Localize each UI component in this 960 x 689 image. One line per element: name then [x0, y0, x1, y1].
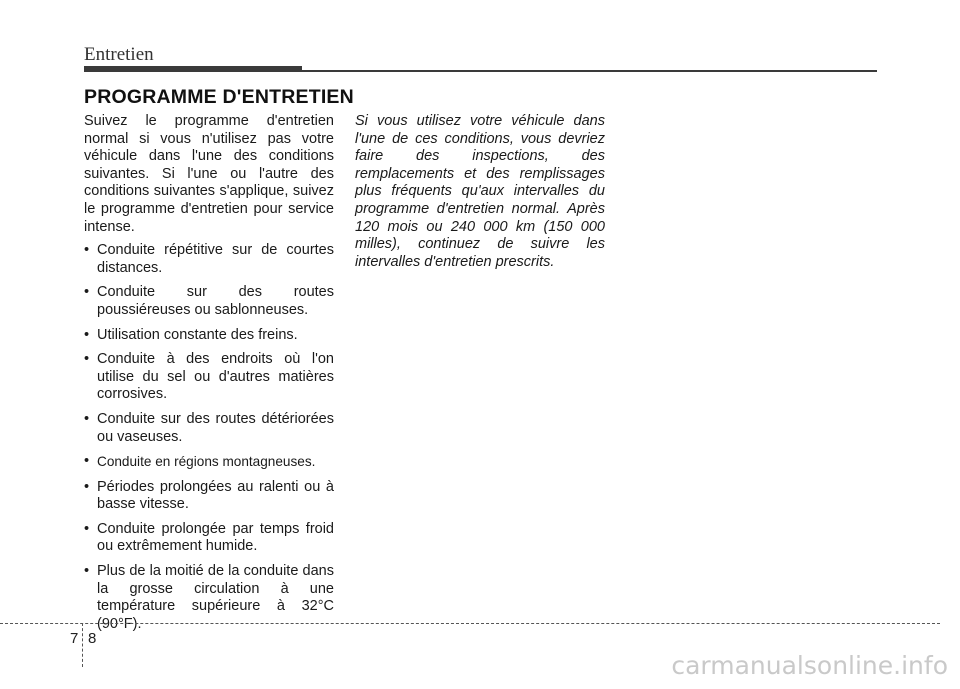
list-item: [84, 327, 334, 345]
right-column: [355, 113, 605, 271]
list-item: [84, 479, 334, 514]
page-chapter-number: 7: [70, 630, 79, 647]
intro-paragraph: Suivez le programme d'entretien normal si vous n'utilisez pas votre véhicule dans l'une des conditions suivantes. Si l'une ou l'autre des conditions suivantes s'applique, suivez le programme d'entretien pour service intense.: [84, 113, 334, 235]
header-rule-thin: [302, 70, 877, 72]
conditions-list: [84, 242, 334, 633]
page-number: 8: [88, 630, 97, 647]
bullet-icon: •: [84, 351, 90, 368]
list-item: [84, 453, 334, 472]
bullet-icon: •: [84, 478, 90, 495]
chapter-title: Entretien: [84, 44, 154, 65]
footer-page-divider: [82, 623, 83, 667]
list-item: [84, 242, 334, 277]
bullet-icon: •: [84, 284, 90, 301]
bullet-icon: •: [84, 520, 90, 537]
list-item: [84, 351, 334, 404]
list-item: [84, 284, 334, 319]
bullet-icon: •: [84, 563, 90, 580]
list-item-text: Utilisation constante des freins.: [97, 326, 298, 343]
list-item-text: Conduite prolongée par temps froid ou extrêmement humide.: [97, 520, 334, 555]
bullet-icon: •: [84, 326, 90, 343]
bullet-icon: •: [84, 410, 90, 427]
footer-divider: [0, 623, 940, 624]
list-item-text: Conduite à des endroits où l'on utilise du sel ou d'autres matières corrosives.: [97, 351, 334, 403]
note-paragraph: Si vous utilisez votre véhicule dans l'une de ces conditions, vous devriez faire des inspections, des remplacements et des remplissages plus fréquents qu'aux intervalles du programme d'entretien normal. Après 120 mois ou 240 000 km (150 000 milles), continuez de suivre les intervalles d'entretien prescrits.: [355, 113, 605, 270]
section-title: PROGRAMME D'ENTRETIEN: [84, 86, 354, 108]
list-item-text: Conduite sur des routes poussiéreuses ou sablonneuses.: [97, 284, 334, 318]
left-column: [84, 113, 334, 640]
list-item: [84, 411, 334, 446]
list-item-text: Plus de la moitié de la conduite dans la grosse circulation à une température supérieure à 32°C (90°F).: [97, 563, 334, 632]
list-item-text: Conduite répétitive sur de courtes distances.: [97, 242, 334, 276]
bullet-icon: •: [84, 242, 90, 259]
list-item-text: Conduite en régions montagneuses.: [97, 454, 316, 470]
watermark-text: carmanualsonline.info: [671, 651, 948, 680]
header-rule-thick: [84, 66, 302, 72]
list-item-text: Conduite sur des routes détériorées ou vaseuses.: [97, 410, 334, 445]
list-item: [84, 521, 334, 556]
list-item-text: Périodes prolongées au ralenti ou à basse vitesse.: [97, 478, 334, 513]
bullet-icon: •: [84, 453, 90, 470]
